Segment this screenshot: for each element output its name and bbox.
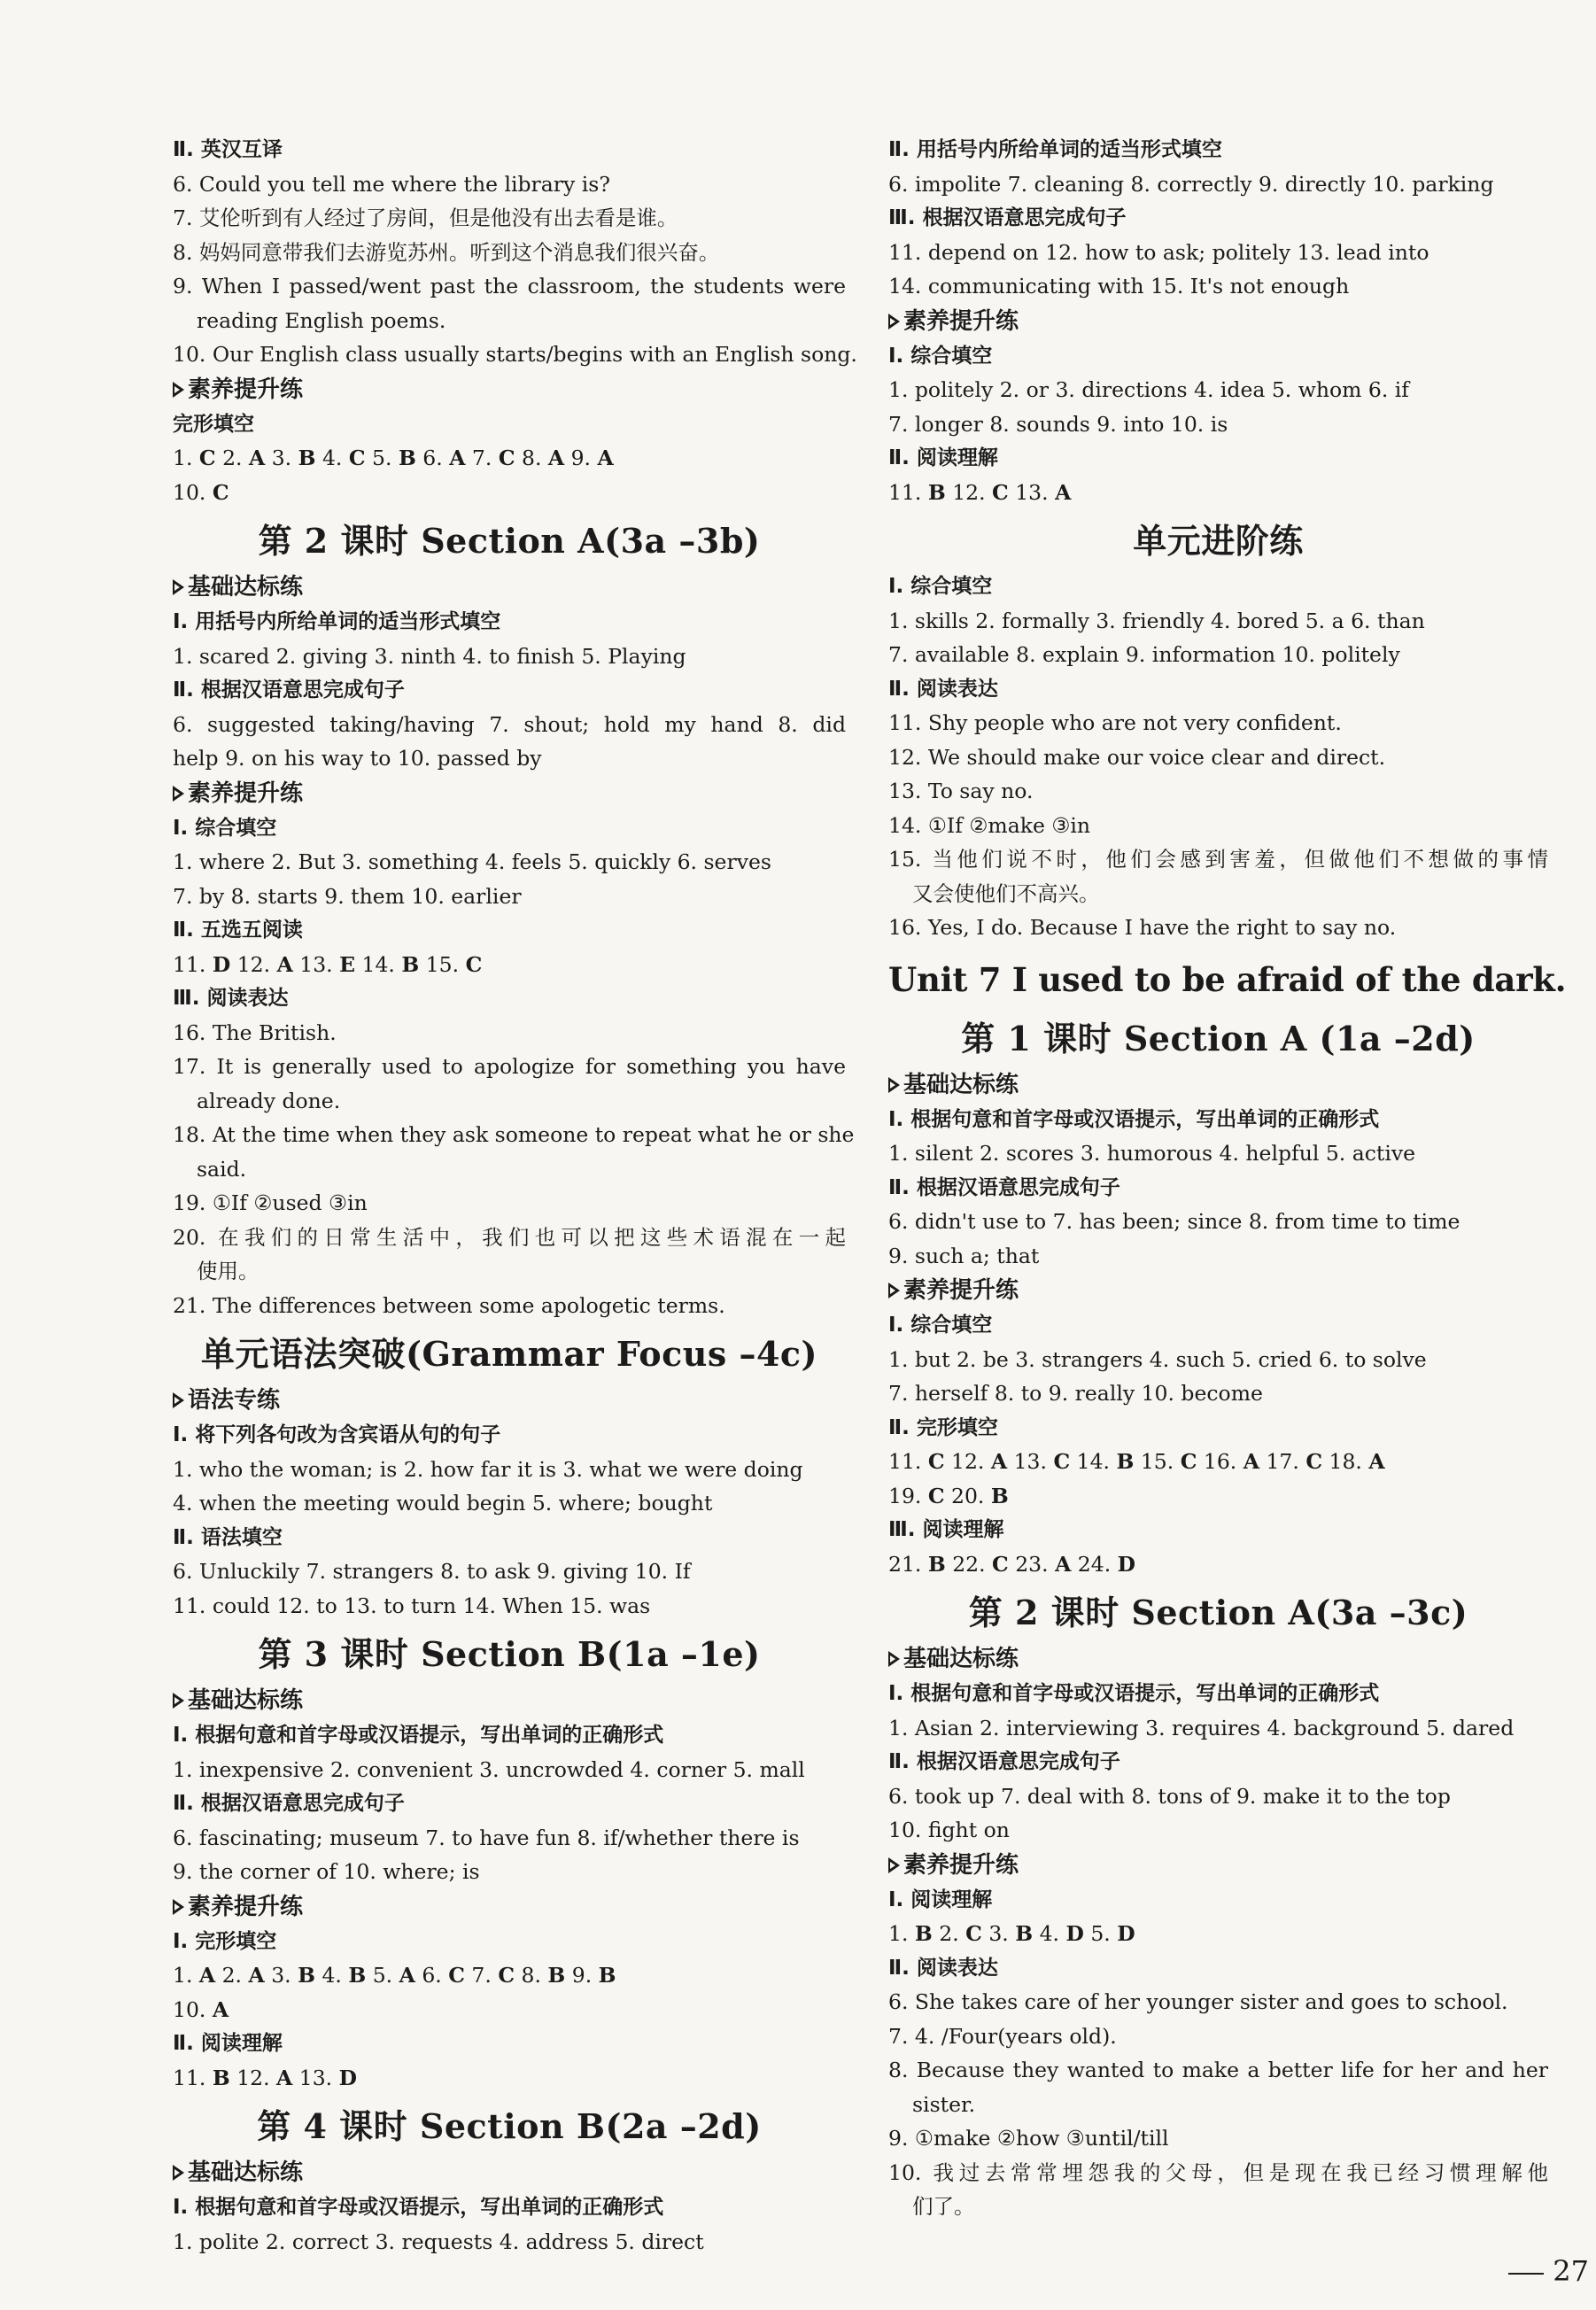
answer-line: 8. 妈妈同意带我们去游览苏州。听到这个消息我们很兴奋。 <box>173 239 720 265</box>
band-label: 素养提升练 <box>903 1851 1019 1879</box>
band-label: 素养提升练 <box>903 1277 1019 1304</box>
practice-band-heading <box>173 1889 846 1925</box>
answer-text: 6. suggested taking/having 7. shout; hold my hand 8. did <box>173 711 846 737</box>
answer-line: 11. could 12. to 13. to turn 14. When 15. was <box>173 1593 651 1618</box>
exercise-heading: 完形填空 <box>173 412 254 436</box>
exercise-heading: Ⅰ. 根据句意和首字母或汉语提示，写出单词的正确形式 <box>888 1107 1380 1131</box>
answer-line: 1. inexpensive 2. convenient 3. uncrowded 4. corner 5. mall <box>173 1756 805 1782</box>
answer-line: 1. B 2. C 3. B 4. D 5. D <box>888 1921 1135 1946</box>
exercise-heading: Ⅰ. 用括号内所给单词的适当形式填空 <box>173 610 501 633</box>
exercise-heading: Ⅱ. 五选五阅读 <box>173 919 303 942</box>
band-label: 素养提升练 <box>188 376 304 403</box>
practice-band-heading <box>888 304 1548 339</box>
answer-continuation: sister. <box>912 2091 976 2117</box>
exercise-heading: Ⅱ. 阅读理解 <box>888 446 998 469</box>
practice-band-heading <box>888 1641 1548 1677</box>
play-triangle-icon <box>173 2165 184 2181</box>
answer-line: 1. politely 2. or 3. directions 4. idea 5. whom 6. if <box>888 377 1409 402</box>
answer-line: 10. C <box>173 479 229 505</box>
answer-continuation: 们了。 <box>912 2194 975 2219</box>
band-label: 素养提升练 <box>188 779 304 807</box>
practice-band-heading <box>173 1683 846 1718</box>
answer-line: 6. took up 7. deal with 8. tons of 9. make it to the top <box>888 1783 1451 1809</box>
exercise-heading: Ⅲ. 根据汉语意思完成句子 <box>888 206 1127 229</box>
practice-band-heading <box>888 1848 1548 1883</box>
practice-band-heading <box>888 1273 1548 1308</box>
answer-line: 6. Unluckily 7. strangers 8. to ask 9. giving 10. If <box>173 1559 691 1584</box>
lesson-title: 第 2 课时 Section A(3a –3b) <box>258 521 761 561</box>
page-number: 27 <box>1508 2254 1589 2288</box>
answer-line: 7. 4. /Four(years old). <box>888 2023 1117 2049</box>
answer-line: 16. The British. <box>173 1019 337 1045</box>
answer-continuation: reading English poems. <box>197 307 446 333</box>
exercise-heading: Ⅰ. 将下列各句改为含宾语从句的句子 <box>173 1423 501 1446</box>
answer-continuation: 使用。 <box>197 1259 260 1283</box>
answer-line: 21. The differences between some apologetic terms. <box>173 1292 725 1318</box>
answer-line: 1. silent 2. scores 3. humorous 4. helpful 5. active <box>888 1141 1416 1166</box>
play-triangle-icon <box>888 1283 900 1298</box>
exercise-heading: Ⅰ. 综合填空 <box>888 1314 993 1337</box>
exercise-heading: Ⅱ. 用括号内所给单词的适当形式填空 <box>888 138 1222 161</box>
lesson-title: 单元语法突破(Grammar Focus –4c) <box>200 1334 818 1374</box>
answer-line: 11. C 12. A 13. C 14. B 15. C 16. A 17. C 18. A <box>888 1449 1385 1474</box>
play-triangle-icon <box>888 1857 900 1873</box>
answer-line <box>173 1118 855 1186</box>
answer-line: 12. We should make our voice clear and direct. <box>888 744 1386 770</box>
exercise-heading: Ⅱ. 英汉互译 <box>173 138 283 161</box>
answer-line: 1. scared 2. giving 3. ninth 4. to finish 5. Playing <box>173 643 686 669</box>
answer-line: 1. polite 2. correct 3. requests 4. address 5. direct <box>173 2229 704 2254</box>
right-column <box>888 133 1567 2224</box>
answer-line: 21. B 22. C 23. A 24. D <box>888 1551 1136 1577</box>
answer-line: 1. where 2. But 3. something 4. feels 5. quickly 6. serves <box>173 849 771 874</box>
answer-text: 10. 我过去常常埋怨我的父母，但是现在我已经习惯理解他 <box>888 2159 1548 2185</box>
band-label: 基础达标练 <box>903 1071 1019 1098</box>
answer-line: 1. A 2. A 3. B 4. B 5. A 6. C 7. C 8. B 9. B <box>173 1963 616 1988</box>
answer-line: 11. Shy people who are not very confident. <box>888 710 1342 735</box>
practice-band-heading <box>173 372 846 407</box>
answer-line: 6. Could you tell me where the library is? <box>173 171 610 197</box>
answer-line <box>888 2156 1548 2224</box>
answer-line: 7. available 8. explain 9. information 10. politely <box>888 642 1400 667</box>
band-label: 基础达标练 <box>188 574 304 601</box>
left-column <box>173 133 857 2259</box>
exercise-heading: Ⅰ. 综合填空 <box>173 816 277 840</box>
answer-line: 9. the corner of 10. where; is <box>173 1859 480 1884</box>
answer-text: 15. 当他们说不时，他们会感到害羞，但做他们不想做的事情 <box>888 847 1548 872</box>
answer-line <box>888 2053 1548 2121</box>
answer-line <box>173 1221 846 1289</box>
answer-line: 10. Our English class usually starts/begins with an English song. <box>173 342 857 367</box>
answer-line <box>173 269 846 337</box>
band-label: 基础达标练 <box>903 1646 1019 1672</box>
lesson-title: 第 1 课时 Section A (1a –2d) <box>961 1018 1476 1058</box>
answer-line: 1. C 2. A 3. B 4. C 5. B 6. A 7. C 8. A 9. A <box>173 446 614 470</box>
answer-line: 14. ①If ②make ③in <box>888 812 1091 838</box>
answer-line: 10. fight on <box>888 1818 1010 1842</box>
band-label: 基础达标练 <box>188 2159 304 2186</box>
answer-line: 9. such a; that <box>888 1243 1040 1268</box>
band-label: 素养提升练 <box>188 1893 304 1920</box>
answer-line: 6. fascinating; museum 7. to have fun 8. if/whether there is <box>173 1825 800 1850</box>
answer-line: 11. D 12. A 13. E 14. B 15. C <box>173 951 483 977</box>
play-triangle-icon <box>173 1899 184 1915</box>
answer-line <box>173 1050 846 1118</box>
answer-text: 9. When I passed/went past the classroom, the students were <box>173 274 846 298</box>
answer-line: 13. To say no. <box>888 779 1034 803</box>
exercise-heading: Ⅰ. 根据句意和首字母或汉语提示，写出单词的正确形式 <box>888 1682 1380 1705</box>
lesson-title: 第 4 课时 Section B(2a –2d) <box>257 2106 762 2146</box>
band-label: 语法专练 <box>188 1387 281 1414</box>
answer-line: 6. She takes care of her younger sister and goes to school. <box>888 1989 1508 2014</box>
lesson-title: 第 3 课时 Section B(1a –1e) <box>258 1634 761 1674</box>
answer-line: 10. A <box>173 1996 229 2022</box>
lesson-title: 单元进阶练 <box>1133 521 1304 561</box>
answer-line: 6. impolite 7. cleaning 8. correctly 9. directly 10. parking <box>888 171 1494 197</box>
answer-line: 7. 艾伦听到有人经过了房间，但是他没有出去看是谁。 <box>173 205 678 230</box>
exercise-heading: Ⅲ. 阅读理解 <box>888 1518 1004 1541</box>
answer-text: 18. At the time when they ask someone to repeat what he or she <box>173 1122 855 1147</box>
answer-line: 16. Yes, I do. Because I have the right to say no. <box>888 915 1397 940</box>
answer-line: 7. herself 8. to 9. really 10. become <box>888 1381 1263 1406</box>
answer-line: 9. ①make ②how ③until/till <box>888 2126 1169 2151</box>
answer-line: 7. by 8. starts 9. them 10. earlier <box>173 883 522 909</box>
answer-continuation: said. <box>197 1156 247 1182</box>
answer-line: 19. C 20. B <box>888 1483 1009 1508</box>
answer-line: 1. skills 2. formally 3. friendly 4. bored 5. a 6. than <box>888 608 1425 633</box>
answer-line: 4. when the meeting would begin 5. where; bought <box>173 1491 713 1515</box>
exercise-heading: Ⅰ. 根据句意和首字母或汉语提示，写出单词的正确形式 <box>173 1724 664 1747</box>
exercise-heading: Ⅱ. 完形填空 <box>888 1415 998 1439</box>
practice-band-heading <box>173 570 846 605</box>
answer-line: 19. ①If ②used ③in <box>173 1190 368 1215</box>
exercise-heading: Ⅱ. 阅读表达 <box>888 1956 998 1980</box>
play-triangle-icon <box>173 382 184 398</box>
exercise-heading: Ⅱ. 语法填空 <box>173 1525 283 1549</box>
exercise-heading: Ⅱ. 阅读理解 <box>173 2032 283 2055</box>
practice-band-heading <box>173 776 846 811</box>
answer-line: 1. Asian 2. interviewing 3. requires 4. background 5. dared <box>888 1715 1515 1740</box>
band-label: 基础达标练 <box>188 1687 304 1714</box>
play-triangle-icon <box>888 314 900 329</box>
band-label: 素养提升练 <box>903 307 1019 335</box>
practice-band-heading <box>173 1383 846 1418</box>
exercise-heading: Ⅱ. 根据汉语意思完成句子 <box>888 1175 1120 1199</box>
exercise-heading: Ⅲ. 阅读表达 <box>173 987 289 1010</box>
answer-line: 11. B 12. A 13. D <box>173 2065 357 2090</box>
exercise-heading: Ⅱ. 阅读表达 <box>888 677 998 701</box>
play-triangle-icon <box>173 786 184 802</box>
answer-line: 6. didn't use to 7. has been; since 8. from time to time <box>888 1209 1460 1234</box>
exercise-heading: Ⅰ. 完形填空 <box>173 1929 277 1953</box>
practice-band-heading <box>173 2155 846 2190</box>
practice-band-heading <box>888 1067 1548 1103</box>
exercise-heading: Ⅱ. 根据汉语意思完成句子 <box>173 1792 405 1815</box>
answer-line: 11. B 12. C 13. A <box>888 479 1072 505</box>
answer-text: 20. 在我们的日常生活中，我们也可以把这些术语混在一起 <box>173 1224 846 1250</box>
answer-text: 8. Because they wanted to make a better life for her and her <box>888 2058 1548 2082</box>
exercise-heading: Ⅰ. 综合填空 <box>888 344 993 368</box>
answer-line: 1. but 2. be 3. strangers 4. such 5. cried 6. to solve <box>888 1346 1427 1372</box>
exercise-heading: Ⅱ. 根据汉语意思完成句子 <box>173 678 405 702</box>
exercise-heading: Ⅰ. 阅读理解 <box>888 1888 993 1911</box>
answer-line: 7. longer 8. sounds 9. into 10. is <box>888 411 1228 437</box>
exercise-heading: Ⅰ. 综合填空 <box>888 575 993 598</box>
answer-continuation: help 9. on his way to 10. passed by <box>173 746 542 771</box>
exercise-heading: Ⅱ. 根据汉语意思完成句子 <box>888 1750 1120 1773</box>
answer-continuation: already done. <box>197 1088 341 1113</box>
answer-line <box>173 708 846 776</box>
play-triangle-icon <box>173 579 184 595</box>
answer-continuation: 又会使他们不高兴。 <box>912 880 1100 906</box>
answer-line: 1. who the woman; is 2. how far it is 3. what we were doing <box>173 1456 803 1482</box>
answer-line: 11. depend on 12. how to ask; politely 13. lead into <box>888 239 1429 265</box>
answer-text: 17. It is generally used to apologize for something you have <box>173 1054 846 1079</box>
play-triangle-icon <box>173 1693 184 1709</box>
lesson-title: 第 2 课时 Section A(3a –3c) <box>968 1593 1468 1632</box>
answer-line <box>888 842 1548 911</box>
answer-line: 14. communicating with 15. It's not enough <box>888 274 1350 298</box>
play-triangle-icon <box>888 1077 900 1093</box>
exercise-heading: Ⅰ. 根据句意和首字母或汉语提示，写出单词的正确形式 <box>173 2196 664 2219</box>
play-triangle-icon <box>888 1651 900 1667</box>
unit-title: Unit 7 I used to be afraid of the dark. <box>888 959 1567 999</box>
play-triangle-icon <box>173 1392 184 1408</box>
